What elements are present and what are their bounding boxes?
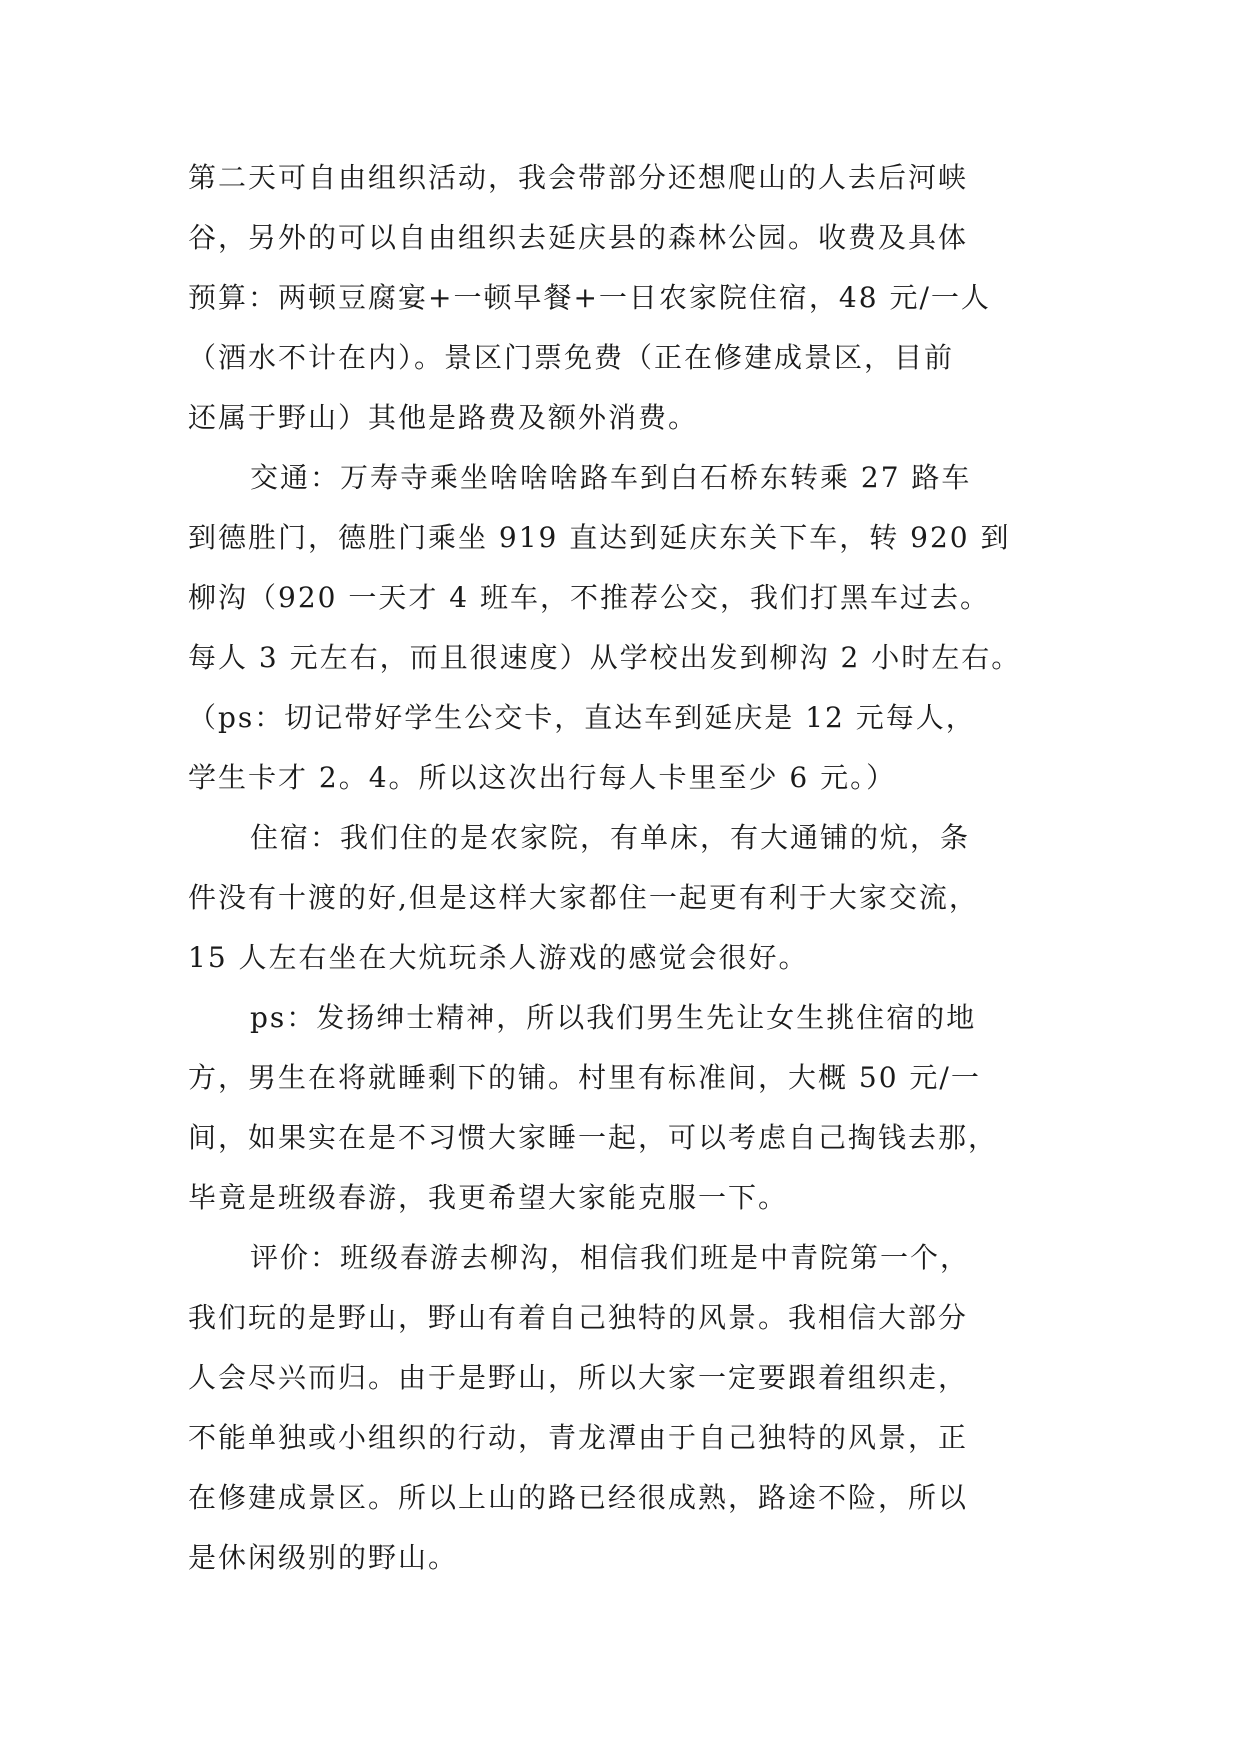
text-line: ps：发扬绅士精神，所以我们男生先让女生挑住宿的地 [250,1001,977,1034]
paragraph-accommodation [188,808,1048,988]
text-line: 方，男生在将就睡剩下的铺。村里有标准间，大概 50 元/一 [188,1061,981,1094]
text-line: 预算：两顿豆腐宴+一顿早餐+一日农家院住宿，48 元/一人 [188,281,991,314]
text-line: 件没有十渡的好,但是这样大家都住一起更有利于大家交流， [188,881,979,914]
text-line: 柳沟（920 一天才 4 班车，不推荐公交，我们打黑车过去。 [188,581,990,614]
text-line: 是休闲级别的野山。 [188,1541,459,1574]
text-line: 每人 3 元左右，而且很速度）从学校出发到柳沟 2 小时左右。 [188,641,1022,674]
text-line: 15 人左右坐在大炕玩杀人游戏的感觉会很好。 [188,941,809,974]
paragraph-ps-note [188,988,1048,1228]
text-line: 在修建成景区。所以上山的路已经很成熟，路途不险，所以 [188,1481,969,1514]
paragraph-transportation [188,448,1048,808]
text-line: 第二天可自由组织活动，我会带部分还想爬山的人去后河峡 [188,161,969,194]
text-line: 交通：万寿寺乘坐啥啥啥路车到白石桥东转乘 27 路车 [250,461,972,494]
paragraph-activities-budget [188,148,1048,448]
text-line: 毕竟是班级春游，我更希望大家能克服一下。 [188,1181,789,1214]
text-line: 人会尽兴而归。由于是野山，所以大家一定要跟着组织走， [188,1361,969,1394]
text-line: 学生卡才 2。4。所以这次出行每人卡里至少 6 元。） [188,761,897,794]
text-line: （酒水不计在内）。景区门票免费（正在修建成景区，目前 [188,341,955,374]
text-line: 谷，另外的可以自由组织去延庆县的森林公园。收费及具体 [188,221,969,254]
text-line: 间，如果实在是不习惯大家睡一起，可以考虑自己掏钱去那， [188,1121,999,1154]
text-line: 到德胜门，德胜门乘坐 919 直达到延庆东关下车，转 920 到 [188,521,1011,554]
text-line: 不能单独或小组织的行动，青龙潭由于自己独特的风景，正 [188,1421,969,1454]
text-line: 住宿：我们住的是农家院，有单床，有大通铺的炕，条 [250,821,971,854]
text-line: 评价：班级春游去柳沟，相信我们班是中青院第一个， [250,1241,971,1274]
text-line: 我们玩的是野山，野山有着自己独特的风景。我相信大部分 [188,1301,969,1334]
text-line: 还属于野山）其他是路费及额外消费。 [188,401,699,434]
paragraph-evaluation [188,1228,1048,1588]
document-body [188,148,1048,1588]
text-line: （ps：切记带好学生公交卡，直达车到延庆是 12 元每人， [188,701,976,734]
